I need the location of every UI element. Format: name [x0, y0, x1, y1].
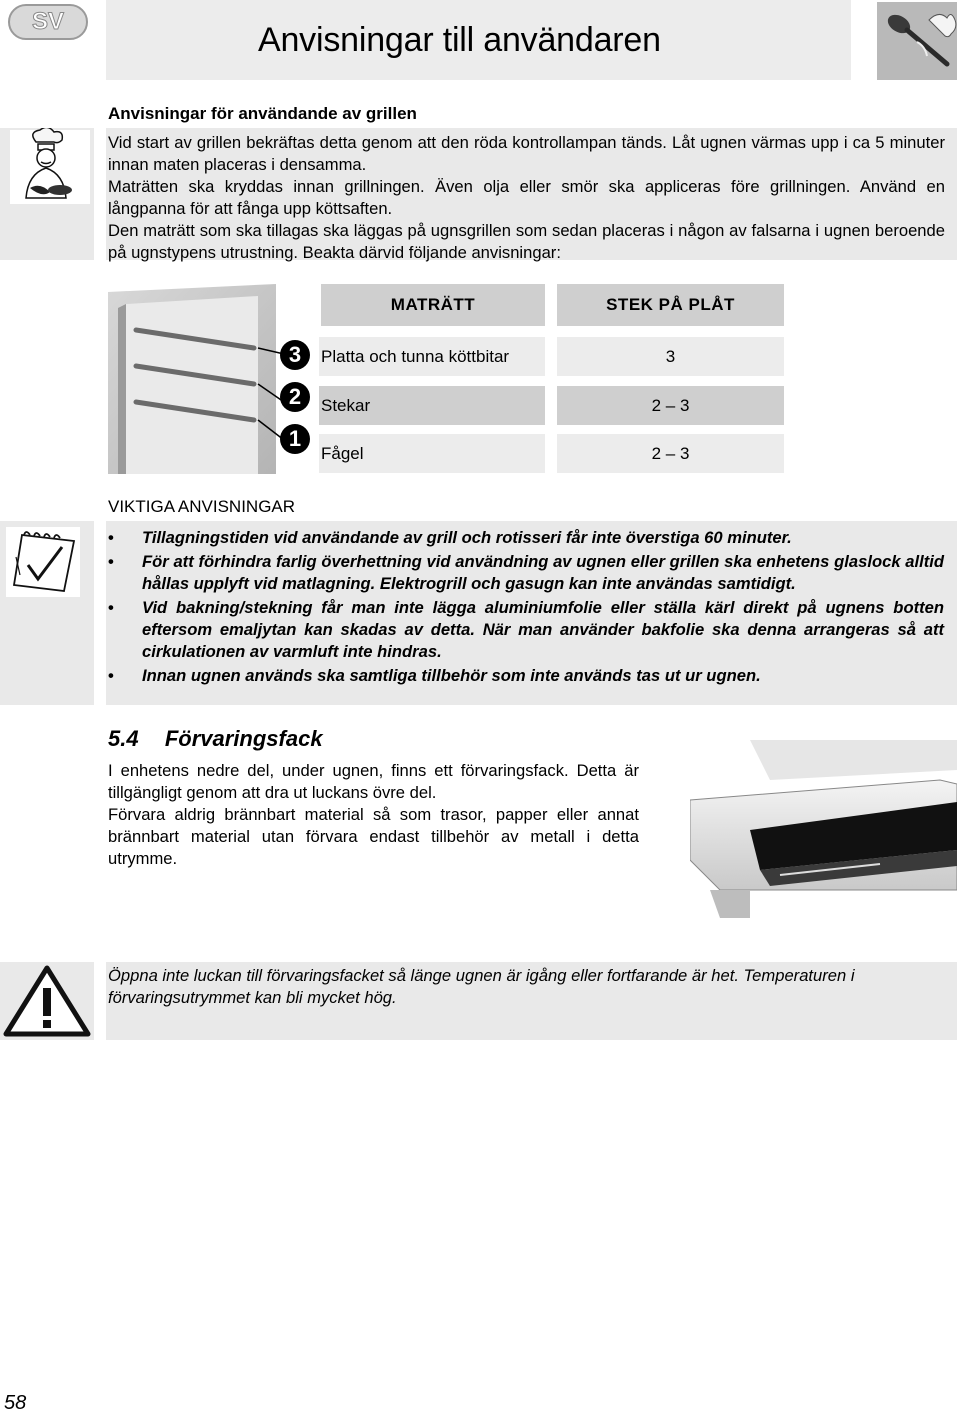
title-bar: [106, 0, 851, 80]
warning-text: Öppna inte luckan till förvaringsfacket så länge ugnen är igång eller fortfarande är het. Temperaturen i förvaringsutrymmet kan bli mycket hög.: [106, 962, 957, 1040]
table-cell-shelf-3: 2 – 3: [557, 434, 784, 473]
page-number: 58: [4, 1392, 27, 1414]
grill-paragraph-2: Maträtten ska kryddas innan grillningen. Även olja eller smör ska appliceras före grillningen. Använd en långpanna för att fånga upp köttsaften.: [108, 177, 945, 218]
important-item-text: För att förhindra farlig överhettning vid användning av ugnen eller grillen ska enhetens glaslock alltid hållas upplyft vid matlagning. Elektrogrill och gasugn kan inte användas samtidigt.: [142, 552, 944, 593]
grill-heading: Anvisningar för användande av grillen: [108, 104, 417, 123]
important-item: [106, 551, 944, 595]
storage-drawer-illustration: [690, 740, 957, 920]
chef-panel: [0, 128, 94, 260]
shelf-level-2-marker: 2: [280, 382, 310, 412]
warning-icon: [0, 962, 94, 1040]
grill-paragraph-1: Vid start av grillen bekräftas detta genom att den röda kontrollampan tänds. Låt ugnen värmas upp i ca 5 minuter innan maten placeras i densamma.: [108, 133, 945, 174]
important-heading: [108, 497, 295, 517]
bullet-icon: •: [108, 552, 114, 571]
table-cell-dish-3: Fågel: [319, 434, 545, 473]
important-item: [106, 527, 944, 549]
table-header-dish: MATRÄTT: [321, 284, 545, 326]
warning-panel: [0, 962, 94, 1040]
storage-paragraph-1: I enhetens nedre del, under ugnen, finns ett förvaringsfack. Detta är tillgängligt genom att dra ut luckans övre del.: [108, 761, 639, 802]
language-badge: SV: [8, 4, 88, 40]
table-cell-dish-2: Stekar: [319, 386, 545, 425]
shelf-level-3-marker: 3: [280, 340, 310, 370]
table-cell-shelf-1: 3: [557, 337, 784, 376]
bullet-icon: •: [108, 528, 114, 547]
storage-text: [108, 760, 639, 870]
important-list: [106, 527, 944, 689]
section-number: 5.4: [108, 726, 139, 751]
table-cell-shelf-2: 2 – 3: [557, 386, 784, 425]
grill-text-panel: [106, 128, 957, 260]
chef-icon: [0, 128, 94, 260]
notepad-check-icon: [0, 521, 94, 705]
storage-paragraph-2: Förvara aldrig brännbart material så som trasor, papper eller annat brännbart material utan förvara endast tillbehör av metall i detta utrymme.: [108, 805, 639, 868]
important-item-text: Tillagningstiden vid användande av grill och rotisseri får inte överstiga 60 minuter.: [142, 528, 792, 547]
important-item: [106, 597, 944, 663]
important-heading-text: VIKTIGA ANVISNINGAR: [108, 497, 296, 516]
table-header-shelf: STEK PÅ PLÅT: [557, 284, 784, 326]
bullet-icon: •: [108, 598, 114, 617]
important-item: [106, 665, 944, 687]
notepad-panel: [0, 521, 94, 705]
chef-spoon-icon: [877, 2, 957, 80]
table-cell-dish-1: Platta och tunna köttbitar: [319, 337, 545, 376]
page-title: Anvisningar till användaren: [258, 20, 661, 59]
important-item-text: Innan ugnen används ska samtliga tillbehör som inte används tas ut ur ugnen.: [142, 666, 761, 685]
shelf-level-1-marker: 1: [280, 424, 310, 454]
section-title: Förvaringsfack: [164, 726, 323, 751]
important-item-text: Vid bakning/stekning får man inte lägga aluminiumfolie eller ställa kärl direkt på ugnens botten eftersom emaljytan kan skadas av detta. När man använder bakfolie ska denna arrangeras så att cirkulationen av varmluft inte hindras.: [142, 598, 944, 661]
storage-heading: [108, 726, 323, 752]
grill-paragraph-3: Den maträtt som ska tillagas ska läggas på ugnsgrillen som sedan placeras i någon av falsarna i ugnen beroende på ugnstypens utrustning. Beakta därvid följande anvisningar:: [108, 221, 945, 262]
bullet-icon: •: [108, 666, 114, 685]
